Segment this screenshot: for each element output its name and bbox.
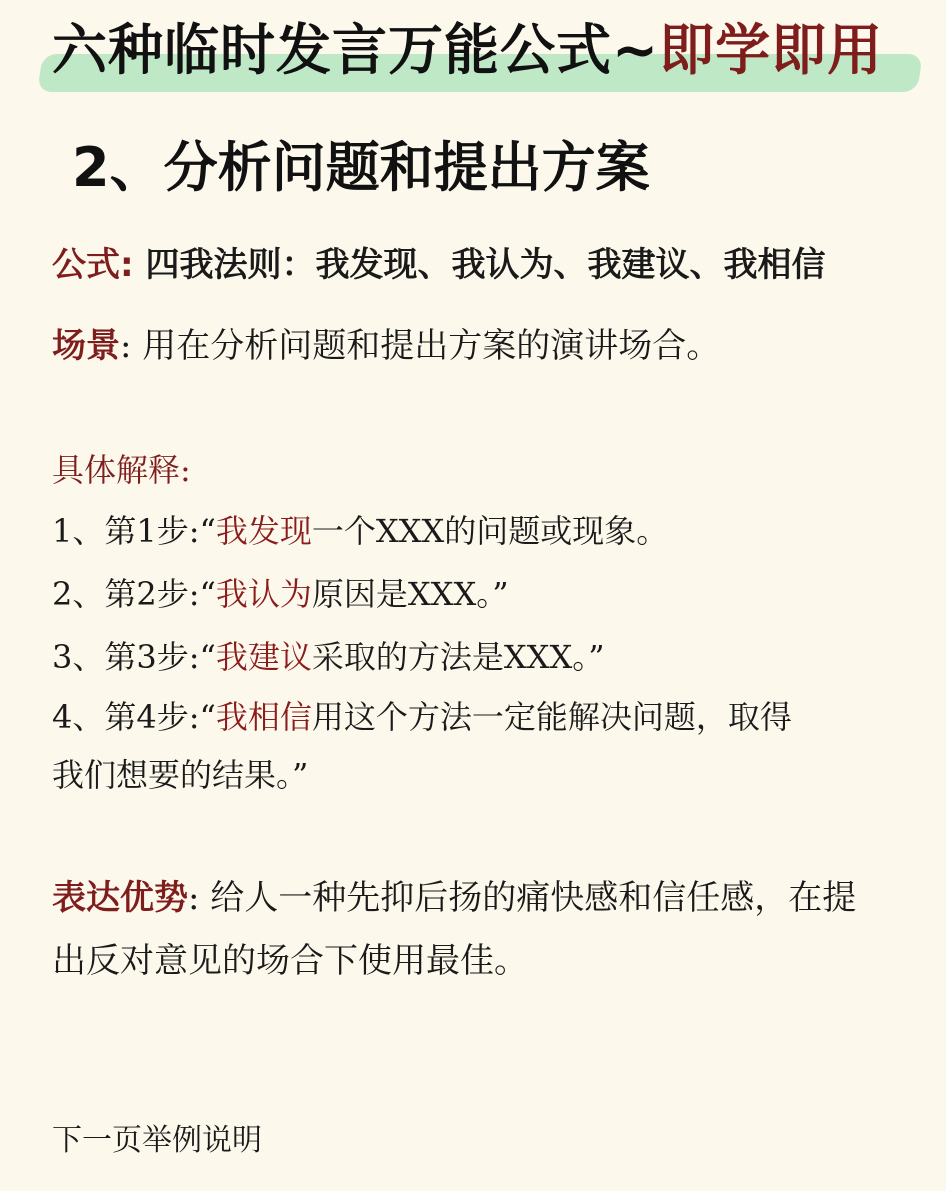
footer-note: 下一页举例说明 xyxy=(52,1123,262,1158)
page-title xyxy=(52,10,883,90)
step-3-prefix: 3、第3步:“ xyxy=(52,638,216,676)
step-2-highlight: 我认为 xyxy=(215,575,312,613)
step-1-highlight: 我发现 xyxy=(215,512,312,550)
scene-text: : 用在分析问题和提出方案的演讲场合。 xyxy=(120,326,721,366)
step-1 xyxy=(52,504,668,558)
step-4-prefix: 4、第4步:“ xyxy=(52,698,216,736)
formula-line xyxy=(52,240,825,290)
step-3-text: 采取的方法是XXX。” xyxy=(311,638,605,676)
scene-label: 场景 xyxy=(52,326,120,366)
advantage-line-1 xyxy=(52,870,856,926)
step-1-text: 一个XXX的问题或现象。 xyxy=(311,512,669,550)
title-block xyxy=(40,10,920,94)
step-2-prefix: 2、第2步:“ xyxy=(52,575,216,613)
advantage-line-2: 出反对意见的场合下使用最佳。 xyxy=(52,941,528,981)
section-heading: 2、分析问题和提出方案 xyxy=(72,136,650,199)
scene-line xyxy=(52,320,720,372)
step-3-highlight: 我建议 xyxy=(215,638,312,676)
step-4-continuation: 我们想要的结果。” xyxy=(52,756,309,794)
formula-label: 公式: xyxy=(52,245,134,285)
page-title-accent: 即学即用 xyxy=(659,18,884,82)
advantage-text-1: : 给人一种先抑后扬的痛快感和信任感，在提 xyxy=(188,878,857,918)
step-3 xyxy=(52,630,605,684)
step-4-text: 用这个方法一定能解决问题，取得 xyxy=(311,698,792,736)
page-title-main: 六种临时发言万能公式~ xyxy=(52,18,660,82)
formula-text: 四我法则：我发现、我认为、我建议、我相信 xyxy=(133,245,826,285)
detail-heading: 具体解释: xyxy=(52,451,191,489)
step-2-text: 原因是XXX。” xyxy=(311,575,509,613)
step-4-highlight: 我相信 xyxy=(215,698,312,736)
step-2 xyxy=(52,567,509,621)
step-1-prefix: 1、第1步:“ xyxy=(52,512,216,550)
step-4 xyxy=(52,690,792,744)
advantage-label: 表达优势 xyxy=(52,878,188,918)
